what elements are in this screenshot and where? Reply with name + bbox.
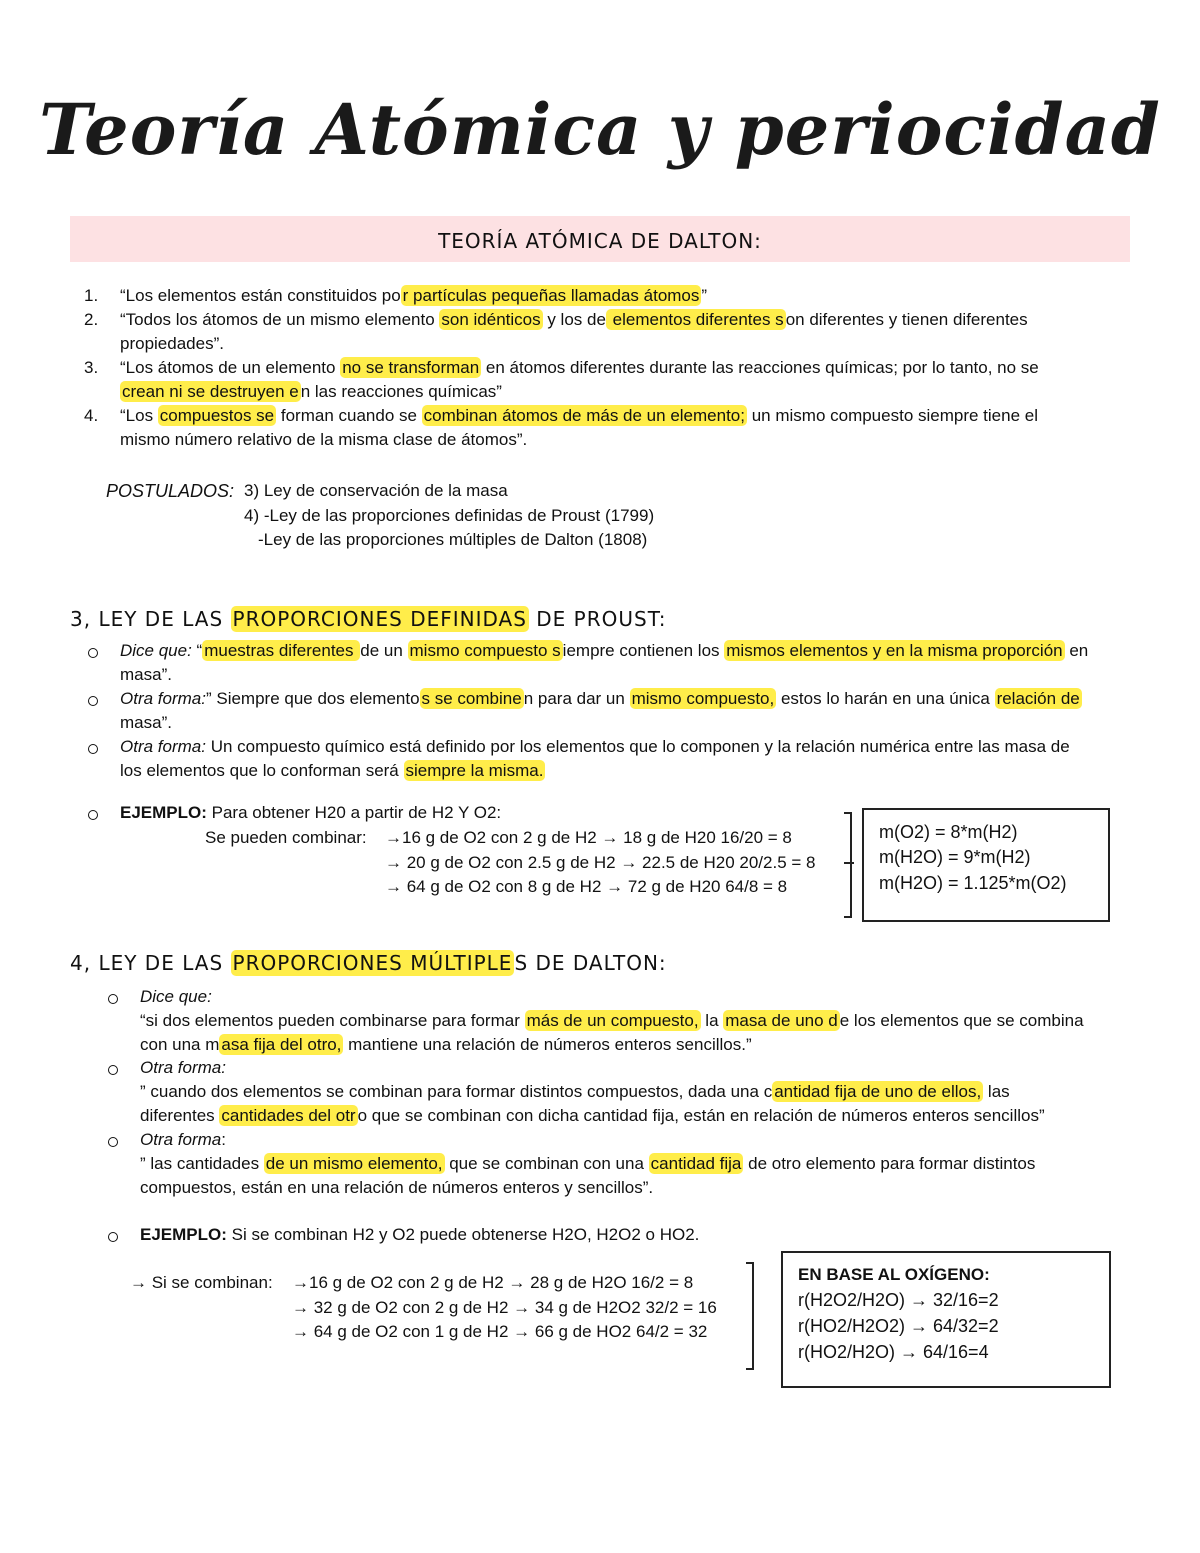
- highlighted-text: mismos elementos y en la misma proporción: [726, 641, 1063, 660]
- text-segment: forman cuando se: [276, 406, 422, 425]
- brace: [746, 1262, 754, 1370]
- text-segment: Dice que:: [120, 641, 197, 660]
- bullet-line: [120, 737, 1070, 757]
- postulados-label: POSTULADOS:: [106, 481, 235, 501]
- bullet-line: [120, 713, 172, 733]
- text-segment: ” cuando dos elementos se combinan para formar distintos compuestos, dada una c: [140, 1082, 773, 1101]
- dalton-example: [140, 1225, 699, 1245]
- text-segment: S DE DALTON:: [514, 951, 667, 975]
- text-segment: “Los: [120, 406, 158, 425]
- bullet-marker: [108, 1232, 118, 1242]
- list-item-line: [120, 430, 527, 450]
- example-text: Si se combinan H2 y O2 puede obtenerse H2O, H2O2 o HO2.: [231, 1225, 700, 1244]
- bullet-line: [140, 1154, 1035, 1174]
- text-segment: en: [1064, 641, 1089, 660]
- bullet-line: [140, 987, 212, 1007]
- bullet-marker: [88, 696, 98, 706]
- text-segment: ” Siempre que dos elemento: [205, 689, 420, 708]
- box-line: m(H2O) = 9*m(H2): [879, 847, 1031, 867]
- list-item-line: [120, 382, 502, 402]
- proust-summary-box: [862, 808, 1110, 922]
- list-item-line: [120, 310, 1028, 330]
- text-segment: masa”.: [120, 713, 172, 732]
- postulado-line: 3) Ley de conservación de la masa: [244, 481, 508, 500]
- bullet-line: [140, 1058, 226, 1078]
- text-segment: masa”.: [120, 665, 172, 684]
- highlighted-text: cantidades del otr: [221, 1106, 356, 1125]
- postulado-line: -Ley de las proporciones múltiples de Dalton (1808): [258, 530, 648, 549]
- text-segment: de otro elemento para formar distintos: [743, 1154, 1036, 1173]
- text-segment: de un: [360, 641, 408, 660]
- text-segment: mantiene una relación de números enteros sencillos.”: [343, 1035, 752, 1054]
- text-segment: “: [196, 641, 203, 660]
- example-label: EJEMPLO:: [120, 803, 207, 822]
- highlighted-text: asa fija del otro,: [221, 1035, 342, 1054]
- text-segment: Un compuesto químico está definido por los elementos que lo componen y la relación numérica entre las masa de: [205, 737, 1070, 756]
- highlighted-text: mismo compuesto s: [409, 641, 561, 660]
- text-segment: las: [983, 1082, 1010, 1101]
- bullet-line: [120, 665, 172, 685]
- bullet-line: [140, 1011, 1084, 1031]
- section-heading-proust: [70, 607, 666, 631]
- text-segment: Otra forma:: [140, 1058, 226, 1077]
- brace: [844, 812, 852, 918]
- list-number: 4.: [84, 406, 99, 425]
- text-segment: 3, LEY DE LAS: [70, 607, 231, 631]
- highlighted-text: de un mismo elemento,: [265, 1154, 443, 1173]
- text-segment: Otra forma:: [120, 689, 206, 708]
- text-segment: que se combinan con una: [444, 1154, 649, 1173]
- text-segment: Otra forma:: [120, 737, 206, 756]
- text-segment: diferentes: [140, 1106, 220, 1125]
- text-segment: :: [221, 1130, 226, 1149]
- bullet-line: [140, 1130, 226, 1150]
- highlighted-text: muestras diferentes: [204, 641, 359, 660]
- bullet-line: [140, 1106, 1045, 1126]
- example-row: →16 g de O2 con 2 g de H2 → 28 g de H2O 16/2 = 8: [292, 1273, 694, 1292]
- text-segment: on diferentes y tienen diferentes: [785, 310, 1028, 329]
- example-row: → 20 g de O2 con 2.5 g de H2 → 22.5 de H20 20/2.5 = 8: [385, 853, 816, 872]
- bullet-line: [120, 761, 545, 781]
- highlighted-text: PROPORCIONES DEFINIDAS: [232, 607, 527, 631]
- combine-label: → Si se combinan:: [130, 1273, 273, 1292]
- text-segment: mismo número relativo de la misma clase de átomos”.: [120, 430, 528, 449]
- bullet-marker: [88, 648, 98, 658]
- text-segment: 4, LEY DE LAS: [70, 951, 231, 975]
- list-number: 1.: [84, 286, 99, 305]
- proust-example: [120, 803, 501, 823]
- highlighted-text: cantidad fija: [650, 1154, 742, 1173]
- highlighted-text: elementos diferentes s: [607, 310, 784, 329]
- box-line: m(H2O) = 1.125*m(O2): [879, 873, 1067, 893]
- highlighted-text: no se transforman: [342, 358, 480, 377]
- highlighted-text: compuestos se: [159, 406, 275, 425]
- text-segment: “si dos elementos pueden combinarse para formar: [140, 1011, 525, 1030]
- text-segment: “Los elementos están constituidos po: [120, 286, 401, 305]
- highlighted-text: más de un compuesto,: [526, 1011, 699, 1030]
- text-segment: compuestos, están en una relación de números enteros y sencillos”.: [140, 1178, 654, 1197]
- list-item-line: [120, 358, 1039, 378]
- text-segment: en átomos diferentes durante las reacciones químicas; por lo tanto, no se: [481, 358, 1039, 377]
- bullet-line: [140, 1035, 752, 1055]
- text-segment: Dice que:: [140, 987, 212, 1006]
- example-row: → 32 g de O2 con 2 g de H2 → 34 g de H2O2 32/2 = 16: [292, 1298, 717, 1317]
- text-segment: ”: [701, 286, 708, 305]
- bullet-marker: [88, 810, 98, 820]
- text-segment: un mismo compuesto siempre tiene el: [746, 406, 1039, 425]
- list-number: 2.: [84, 310, 99, 329]
- highlighted-text: crean ni se destruyen e: [122, 382, 299, 401]
- section-banner-dalton: TEORÍA ATÓMICA DE DALTON:: [70, 216, 1130, 262]
- bullet-marker: [108, 1065, 118, 1075]
- box-line: r(H2O2/H2O) → 32/16=2: [798, 1290, 999, 1310]
- highlighted-text: siempre la misma.: [405, 761, 544, 780]
- text-segment: y los de: [542, 310, 606, 329]
- example-text: Para obtener H20 a partir de H2 Y O2:: [211, 803, 502, 822]
- box-line: r(HO2/H2O) → 64/16=4: [798, 1342, 989, 1362]
- text-segment: e los elementos que se combina: [839, 1011, 1084, 1030]
- list-item-line: [120, 406, 1038, 426]
- highlighted-text: masa de uno d: [725, 1011, 838, 1030]
- bullet-line: [140, 1178, 653, 1198]
- box-title: EN BASE AL OXÍGENO:: [798, 1265, 990, 1284]
- highlighted-text: son idénticos: [441, 310, 541, 329]
- example-label: EJEMPLO:: [140, 1225, 227, 1244]
- section-heading-dalton-multiple: [70, 951, 667, 975]
- text-segment: propiedades”.: [120, 334, 224, 353]
- text-segment: iempre contienen los: [562, 641, 725, 660]
- text-segment: n para dar un: [523, 689, 630, 708]
- highlighted-text: antidad fija de uno de ellos,: [774, 1082, 982, 1101]
- list-item-line: [120, 334, 224, 354]
- text-segment: “Todos los átomos de un mismo elemento: [120, 310, 440, 329]
- example-row: → 64 g de O2 con 8 g de H2 → 72 g de H20 64/8 = 8: [385, 877, 788, 896]
- brace-tick: [844, 862, 854, 864]
- text-segment: o que se combinan con dicha cantidad fija, están en relación de números enteros sencillos”: [357, 1106, 1045, 1125]
- bullet-marker: [108, 1137, 118, 1147]
- bullet-marker: [88, 744, 98, 754]
- bullet-line: [120, 641, 1088, 661]
- text-segment: con una m: [140, 1035, 220, 1054]
- bullet-line: [120, 689, 1082, 709]
- combine-label: Se pueden combinar:: [205, 828, 367, 847]
- postulado-line: 4) -Ley de las proporciones definidas de Proust (1799): [244, 506, 655, 525]
- text-segment: la: [700, 1011, 724, 1030]
- bullet-line: [140, 1082, 1010, 1102]
- highlighted-text: relación de: [996, 689, 1080, 708]
- text-segment: “Los átomos de un elemento: [120, 358, 341, 377]
- text-segment: n las reacciones químicas”: [300, 382, 502, 401]
- bullet-marker: [108, 994, 118, 1004]
- box-line: r(HO2/H2O2) → 64/32=2: [798, 1316, 999, 1336]
- text-segment: ” las cantidades: [140, 1154, 264, 1173]
- list-number: 3.: [84, 358, 99, 377]
- example-row: → 64 g de O2 con 1 g de H2 → 66 g de HO2 64/2 = 32: [292, 1322, 708, 1341]
- list-item-line: [120, 286, 707, 306]
- page-title: Teoría Atómica y periocidad: [39, 88, 1161, 171]
- text-segment: estos lo harán en una única: [776, 689, 995, 708]
- highlighted-text: combinan átomos de más de un elemento;: [423, 406, 745, 425]
- oxygen-ratio-box: [781, 1251, 1111, 1388]
- highlighted-text: mismo compuesto,: [631, 689, 775, 708]
- text-segment: los elementos que lo conforman será: [120, 761, 404, 780]
- text-segment: DE PROUST:: [528, 607, 667, 631]
- highlighted-text: r partículas pequeñas llamadas átomos: [402, 286, 700, 305]
- text-segment: Otra forma: [140, 1130, 222, 1149]
- highlighted-text: PROPORCIONES MÚLTIPLE: [232, 951, 513, 975]
- box-line: m(O2) = 8*m(H2): [879, 822, 1018, 842]
- example-row: →16 g de O2 con 2 g de H2 → 18 g de H20 16/20 = 8: [385, 828, 792, 847]
- highlighted-text: s se combine: [421, 689, 522, 708]
